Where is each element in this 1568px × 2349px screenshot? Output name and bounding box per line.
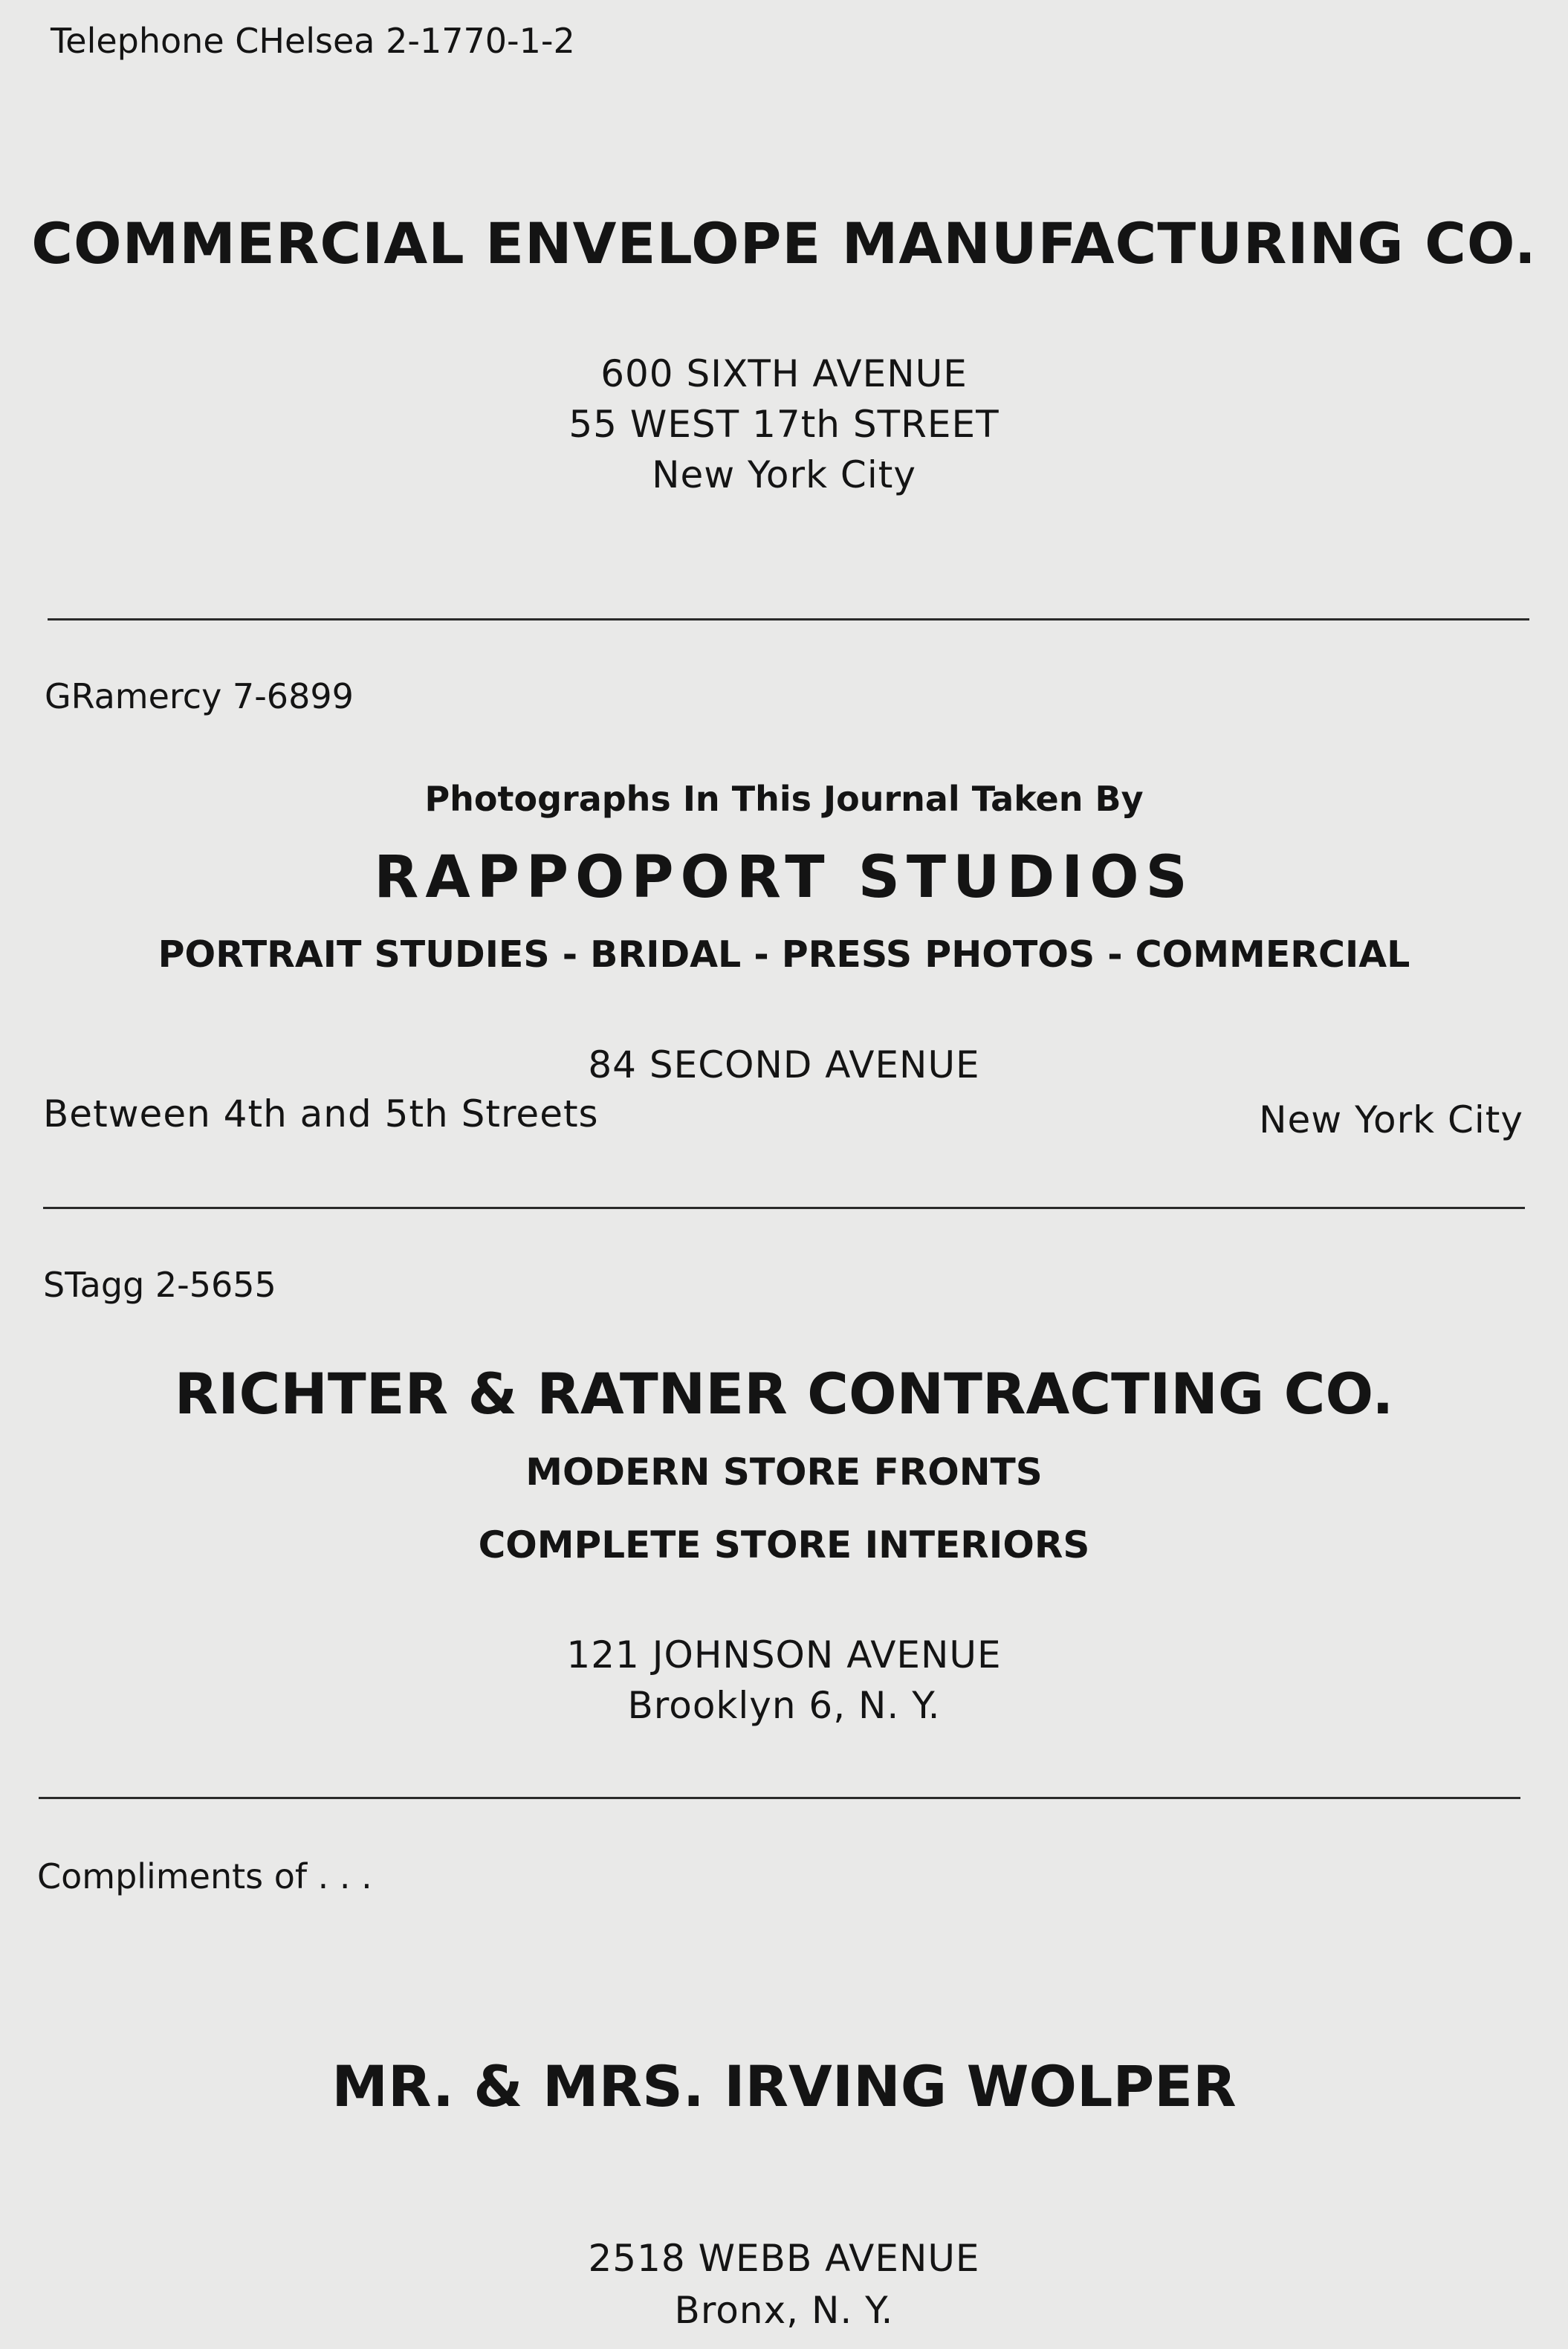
ad-address-line: 84 SECOND AVENUE — [588, 1043, 980, 1086]
divider — [39, 1797, 1520, 1799]
divider — [43, 1207, 1525, 1209]
ad-intro: Photographs In This Journal Taken By — [424, 779, 1144, 819]
divider — [48, 618, 1529, 621]
ad-company-name: COMMERCIAL ENVELOPE MANUFACTURING CO. — [31, 210, 1537, 276]
ad-address-line: 121 JOHNSON AVENUE — [566, 1633, 1002, 1676]
ad-address-line: 55 WEST 17th STREET — [568, 403, 1000, 446]
ad-address-line: 600 SIXTH AVENUE — [600, 352, 968, 395]
ad-phone: STagg 2-5655 — [43, 1265, 276, 1305]
ad-address-line: Brooklyn 6, N. Y. — [627, 1684, 941, 1727]
ad-service: COMPLETE STORE INTERIORS — [478, 1523, 1090, 1566]
ad-company-name: RAPPOPORT STUDIOS — [374, 844, 1194, 911]
ad-intro: Compliments of . . . — [37, 1856, 372, 1896]
ad-company-name: RICHTER & RATNER CONTRACTING CO. — [174, 1361, 1394, 1427]
ad-cross-streets: Between 4th and 5th Streets — [43, 1092, 599, 1135]
ad-services: PORTRAIT STUDIES - BRIDAL - PRESS PHOTOS - COMMERCIAL — [158, 933, 1410, 976]
ad-address-line: Bronx, N. Y. — [674, 2289, 894, 2332]
ad-phone: Telephone CHelsea 2-1770-1-2 — [51, 21, 575, 61]
ad-phone: GRamercy 7-6899 — [45, 676, 354, 716]
ad-city: New York City — [1259, 1098, 1523, 1141]
ad-address-line: 2518 WEBB AVENUE — [588, 2237, 980, 2280]
ad-address-line: New York City — [652, 453, 916, 496]
ad-service: MODERN STORE FRONTS — [525, 1451, 1043, 1494]
ad-sponsor-name: MR. & MRS. IRVING WOLPER — [331, 2053, 1237, 2119]
